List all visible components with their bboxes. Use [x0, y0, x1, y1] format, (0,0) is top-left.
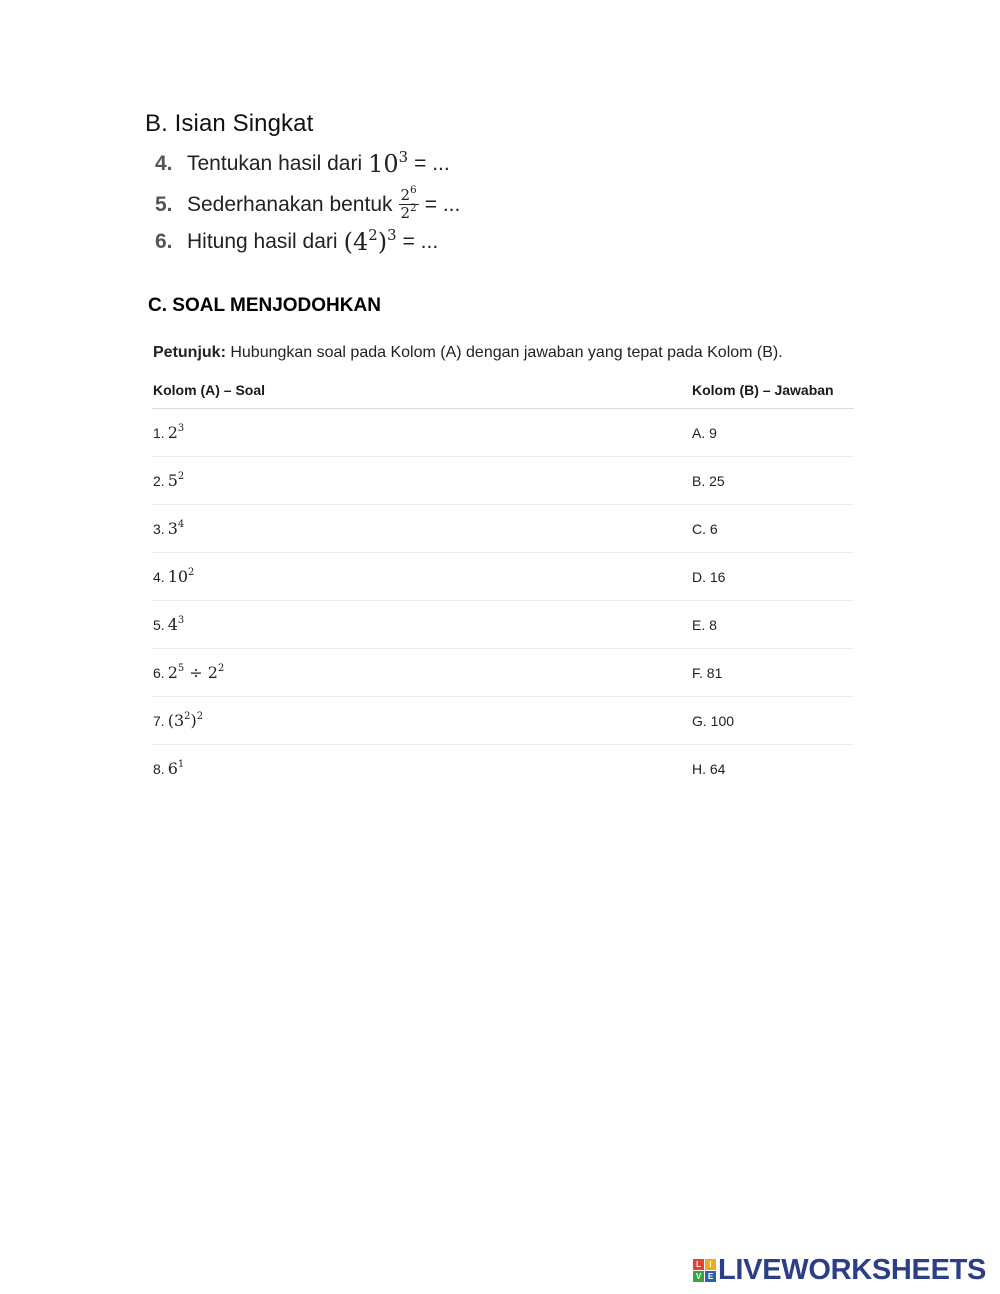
answer-cell: A. 9: [692, 424, 717, 441]
instruction-text: Hubungkan soal pada Kolom (A) dengan jawaban yang tepat pada Kolom (B).: [225, 344, 783, 361]
answer-cell: G. 100: [692, 712, 735, 729]
logo-letter: L: [693, 1259, 704, 1270]
instruction-label: Petunjuk:: [153, 344, 226, 361]
answer-cell: F. 81: [692, 664, 723, 681]
logo-letter: E: [705, 1271, 716, 1282]
table-row: [152, 505, 854, 553]
answer-cell: D. 16: [692, 568, 726, 585]
section-c-title: C. SOAL MENJODOHKAN: [148, 295, 381, 316]
question-text: Sederhanakan bentuk: [187, 192, 393, 216]
question-cell: 3. $3^4$: [153, 519, 185, 538]
logo-text: LIVEWORKSHEETS: [718, 1254, 987, 1286]
table-row: [152, 553, 854, 601]
question-5: [155, 184, 461, 222]
liveworksheets-logo[interactable]: [693, 1254, 986, 1287]
question-cell: 8. $6^1$: [153, 759, 185, 778]
answer-blank: = ...: [414, 152, 450, 175]
math-expression: $(4^2)^3$: [343, 226, 397, 256]
table-row: [152, 697, 854, 745]
section-b-title: B. Isian Singkat: [145, 110, 314, 137]
question-number: 6.: [155, 230, 173, 253]
header-column-a: Kolom (A) – Soal: [153, 382, 266, 398]
question-cell: 7. $(3^2)^2$: [153, 711, 203, 730]
table-row: [152, 409, 854, 457]
answer-blank: = ...: [402, 230, 439, 253]
answer-cell: H. 64: [692, 760, 726, 777]
answer-cell: B. 25: [692, 472, 725, 489]
question-cell: 2. $5^2$: [153, 471, 185, 490]
question-cell: 1. $2^3$: [153, 423, 185, 442]
logo-mark-icon: [693, 1259, 716, 1282]
table-row: [152, 457, 854, 505]
header-column-b: Kolom (B) – Jawaban: [692, 382, 834, 398]
question-4: [155, 150, 450, 178]
table-row: [152, 745, 854, 792]
math-expression: $10^3$: [368, 148, 409, 178]
question-cell: 6. $2^5 \div 2^2$: [153, 663, 225, 682]
instruction: [153, 344, 783, 362]
question-cell: 5. $4^3$: [153, 615, 185, 634]
table-row: [152, 601, 854, 649]
question-number: 4.: [155, 152, 173, 175]
answer-cell: C. 6: [692, 520, 718, 537]
logo-letter: V: [693, 1271, 704, 1282]
table-row: [152, 649, 854, 697]
answer-blank: = ...: [424, 192, 461, 216]
logo-letter: I: [705, 1259, 716, 1270]
matching-table: [152, 372, 854, 792]
question-cell: 4. $10^2$: [153, 567, 195, 586]
answer-cell: E. 8: [692, 616, 717, 633]
question-text: Hitung hasil dari: [187, 230, 338, 253]
question-number: 5.: [155, 192, 173, 216]
fraction-expression: $\frac{2^6}{2^2}$: [400, 184, 417, 222]
question-6: [155, 228, 438, 256]
table-header: [152, 372, 854, 409]
question-text: Tentukan hasil dari: [187, 152, 363, 175]
